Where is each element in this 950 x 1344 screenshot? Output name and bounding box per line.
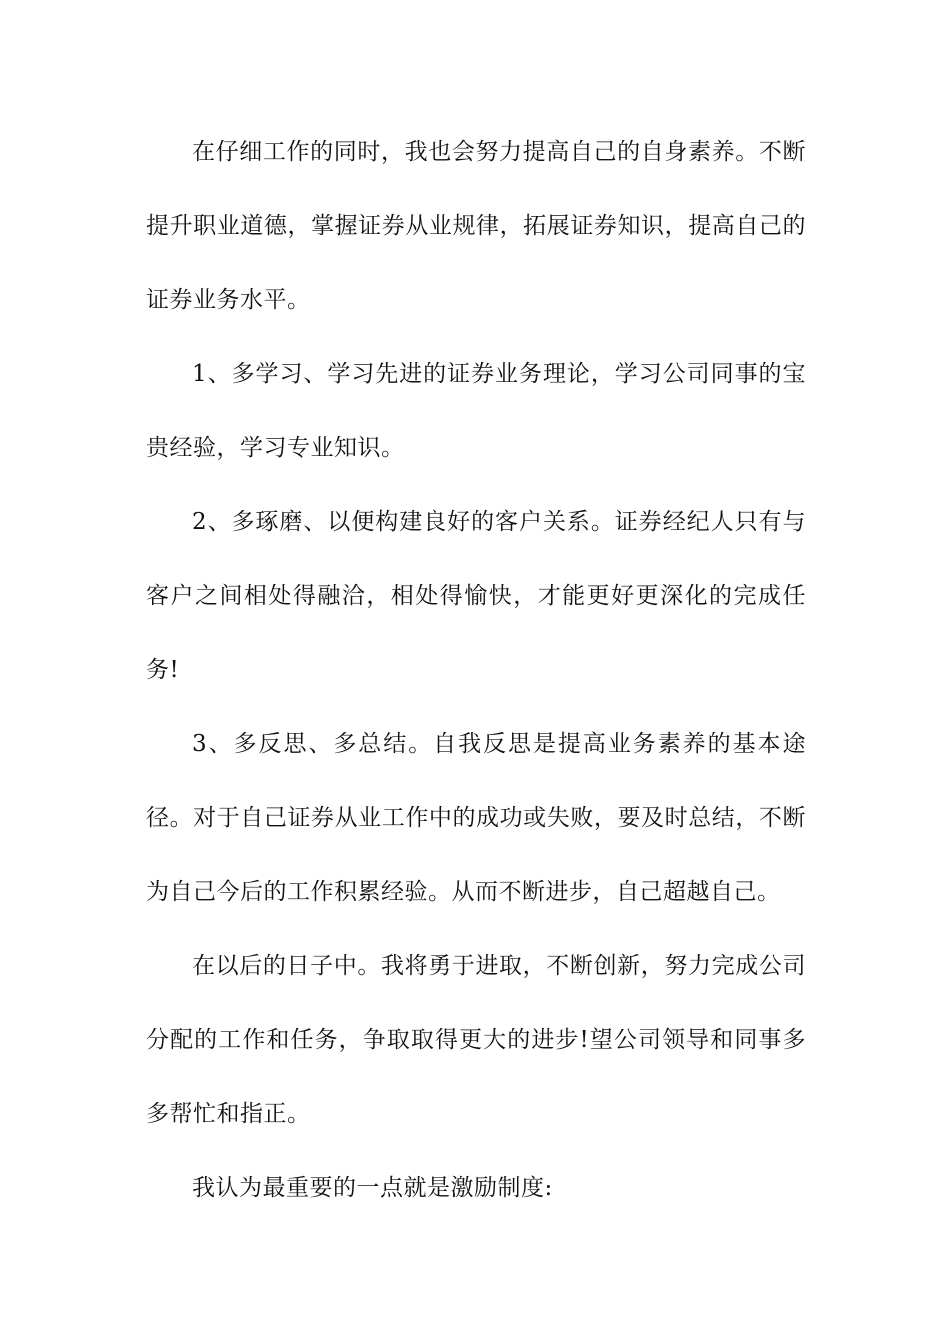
paragraph-future-goals: 在以后的日子中。我将勇于进取，不断创新，努力完成公司分配的工作和任务，争取取得更大的进步!望公司领导和同事多多帮忙和指正。 [146,953,806,1127]
paragraph-point-3-reflection: 3、多反思、多总结。自我反思是提高业务素养的基本途径。对于自己证券从业工作中的成功或失败，要及时总结，不断为自己今后的工作积累经验。从而不断进步，自己超越自己。 [146,731,806,905]
paragraph-point-2-client-relations: 2、多琢磨、以便构建良好的客户关系。证券经纪人只有与客户之间相处得融洽，相处得愉快，才能更好更深化的完成任务! [146,509,806,683]
paragraph-incentive-system: 我认为最重要的一点就是激励制度: [192,1175,553,1201]
paragraph-self-improvement: 在仔细工作的同时，我也会努力提高自己的自身素养。不断提升职业道德，掌握证券从业规律，拓展证券知识，提高自己的证券业务水平。 [146,139,806,313]
document-body [146,115,806,1225]
paragraph-point-1-study: 1、多学习、学习先进的证券业务理论，学习公司同事的宝贵经验，学习专业知识。 [146,361,806,461]
